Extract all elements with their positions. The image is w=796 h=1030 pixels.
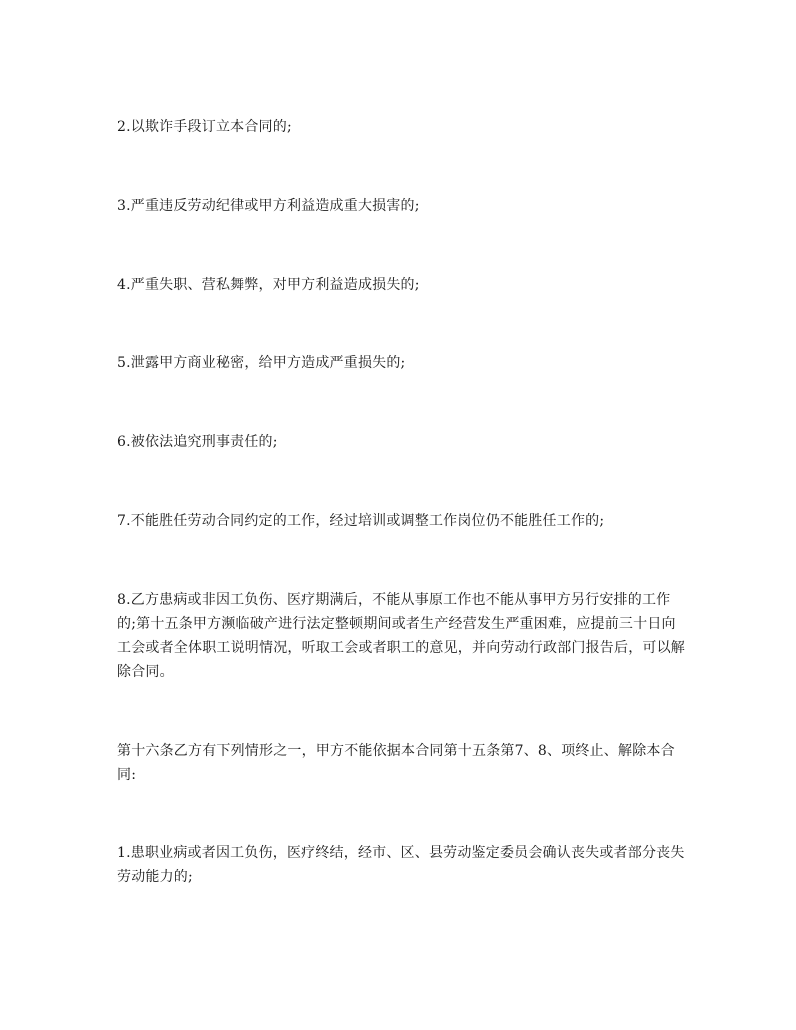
clause-item-7: 7.不能胜任劳动合同约定的工作，经过培训或调整工作岗位仍不能胜任工作的; <box>117 513 605 529</box>
clause-item-2: 2.以欺诈手段订立本合同的; <box>117 119 292 135</box>
clause-item-5: 5.泄露甲方商业秘密，给甲方造成严重损失的; <box>117 355 406 371</box>
clause-item-6: 6.被依法追究刑事责任的; <box>117 434 278 450</box>
article-16-item-1: 1.患职业病或者因工负伤，医疗终结，经市、区、县劳动鉴定委员会确认丧失或者部分丧失劳动能力的; <box>117 845 685 885</box>
clause-item-3: 3.严重违反劳动纪律或甲方利益造成重大损害的; <box>117 198 420 214</box>
clause-item-4: 4.严重失职、营私舞弊，对甲方利益造成损失的; <box>117 277 420 293</box>
clause-item-8: 8.乙方患病或非因工负伤、医疗期满后，不能从事原工作也不能从事甲方另行安排的工作的;第十五条甲方濒临破产进行法定整顿期间或者生产经营发生严重困难，应提前三十日向工会或者全体职工说明情况，听取工会或者职工的意见，并向劳动行政部门报告后，可以解除合同。 <box>117 592 685 680</box>
article-16: 第十六条乙方有下列情形之一，甲方不能依据本合同第十五条第7、8、项终止、解除本合同: <box>117 743 675 783</box>
